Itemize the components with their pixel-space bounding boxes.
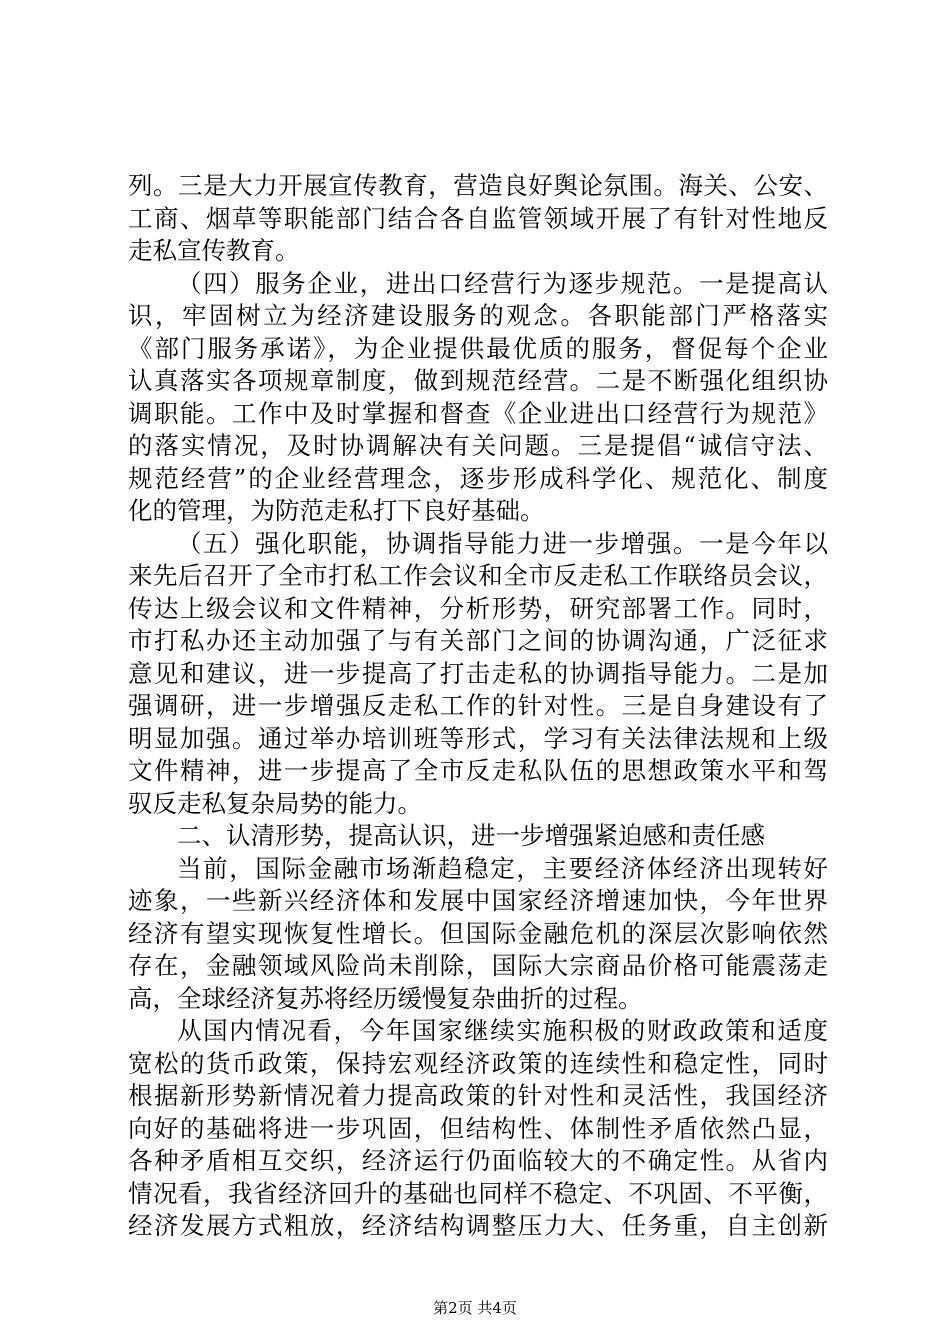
paragraph-start-line: （五）强化职能，协调指导能力进一步增强。一是今年以 xyxy=(177,528,828,558)
text-line: 高，全球经济复苏将经历缓慢复杂曲折的过程。 xyxy=(128,983,643,1013)
text-line: 经济发展方式粗放，经济结构调整压力大、任务重，自主创新 xyxy=(128,1211,828,1240)
text-line: 认真落实各项规章制度，做到规范经营。二是不断强化组织协 xyxy=(128,366,828,395)
document-body xyxy=(128,170,828,1243)
text-line: 走私宣传教育。 xyxy=(128,236,300,265)
text-line: 《部门服务承诺》，为企业提供最优质的服务，督促每个企业 xyxy=(128,333,828,363)
text-line: 化的管理，为防范走私打下良好基础。 xyxy=(128,496,545,525)
section-heading: 二、认清形势，提高认识，进一步增强紧迫感和责任感 xyxy=(177,821,765,850)
text-line: 情况看，我省经济回升的基础也同样不稳定、不巩固、不平衡， xyxy=(128,1178,828,1208)
text-line: 明显加强。通过举办培训班等形式，学习有关法律法规和上级 xyxy=(128,723,828,753)
text-line: 市打私办还主动加强了与有关部门之间的协调沟通，广泛征求 xyxy=(128,626,828,655)
text-line: 强调研，进一步增强反走私工作的针对性。三是自身建设有了 xyxy=(128,691,828,720)
paragraph-start-line: 当前，国际金融市场渐趋稳定，主要经济体经济出现转好 xyxy=(177,853,828,883)
text-line: 规范经营”的企业经营理念，逐步形成科学化、规范化、制度 xyxy=(128,463,828,493)
page-footer xyxy=(0,1298,950,1318)
text-line: 宽松的货币政策，保持宏观经济政策的连续性和稳定性，同时 xyxy=(128,1048,828,1078)
text-line: 调职能。工作中及时掌握和督查《企业进出口经营行为规范》 xyxy=(128,398,828,428)
page-number-label: 第2页 共4页 xyxy=(433,1299,517,1317)
text-line: 存在，金融领域风险尚未削除，国际大宗商品价格可能震荡走 xyxy=(128,951,828,980)
text-line: 传达上级会议和文件精神，分析形势，研究部署工作。同时， xyxy=(128,593,828,623)
text-line: 向好的基础将进一步巩固，但结构性、体制性矛盾依然凸显， xyxy=(128,1113,828,1143)
text-line: 经济有望实现恢复性增长。但国际金融危机的深层次影响依然 xyxy=(128,918,828,948)
text-line: 来先后召开了全市打私工作会议和全市反走私工作联络员会议， xyxy=(128,561,828,590)
text-line: 根据新形势新情况着力提高政策的针对性和灵活性，我国经济 xyxy=(128,1081,828,1110)
text-line: 文件精神，进一步提高了全市反走私队伍的思想政策水平和驾 xyxy=(128,756,828,785)
text-line: 识，牢固树立为经济建设服务的观念。各职能部门严格落实 xyxy=(128,301,828,330)
paragraph-start-line: 从国内情况看，今年国家继续实施积极的财政政策和适度 xyxy=(177,1016,828,1045)
text-line: 各种矛盾相互交织，经济运行仍面临较大的不确定性。从省内 xyxy=(128,1146,828,1175)
text-line: 迹象，一些新兴经济体和发展中国家经济增速加快，今年世界 xyxy=(128,886,828,915)
text-line: 工商、烟草等职能部门结合各自监管领域开展了有针对性地反 xyxy=(128,203,828,233)
paragraph-start-line: （四）服务企业，进出口经营行为逐步规范。一是提高认 xyxy=(177,268,828,298)
text-line: 意见和建议，进一步提高了打击走私的协调指导能力。二是加 xyxy=(128,658,828,688)
text-line: 的落实情况，及时协调解决有关问题。三是提倡“诚信守法、 xyxy=(128,431,828,460)
text-line: 列。三是大力开展宣传教育，营造良好舆论氛围。海关、公安、 xyxy=(128,171,828,200)
text-line: 驭反走私复杂局势的能力。 xyxy=(128,788,422,818)
